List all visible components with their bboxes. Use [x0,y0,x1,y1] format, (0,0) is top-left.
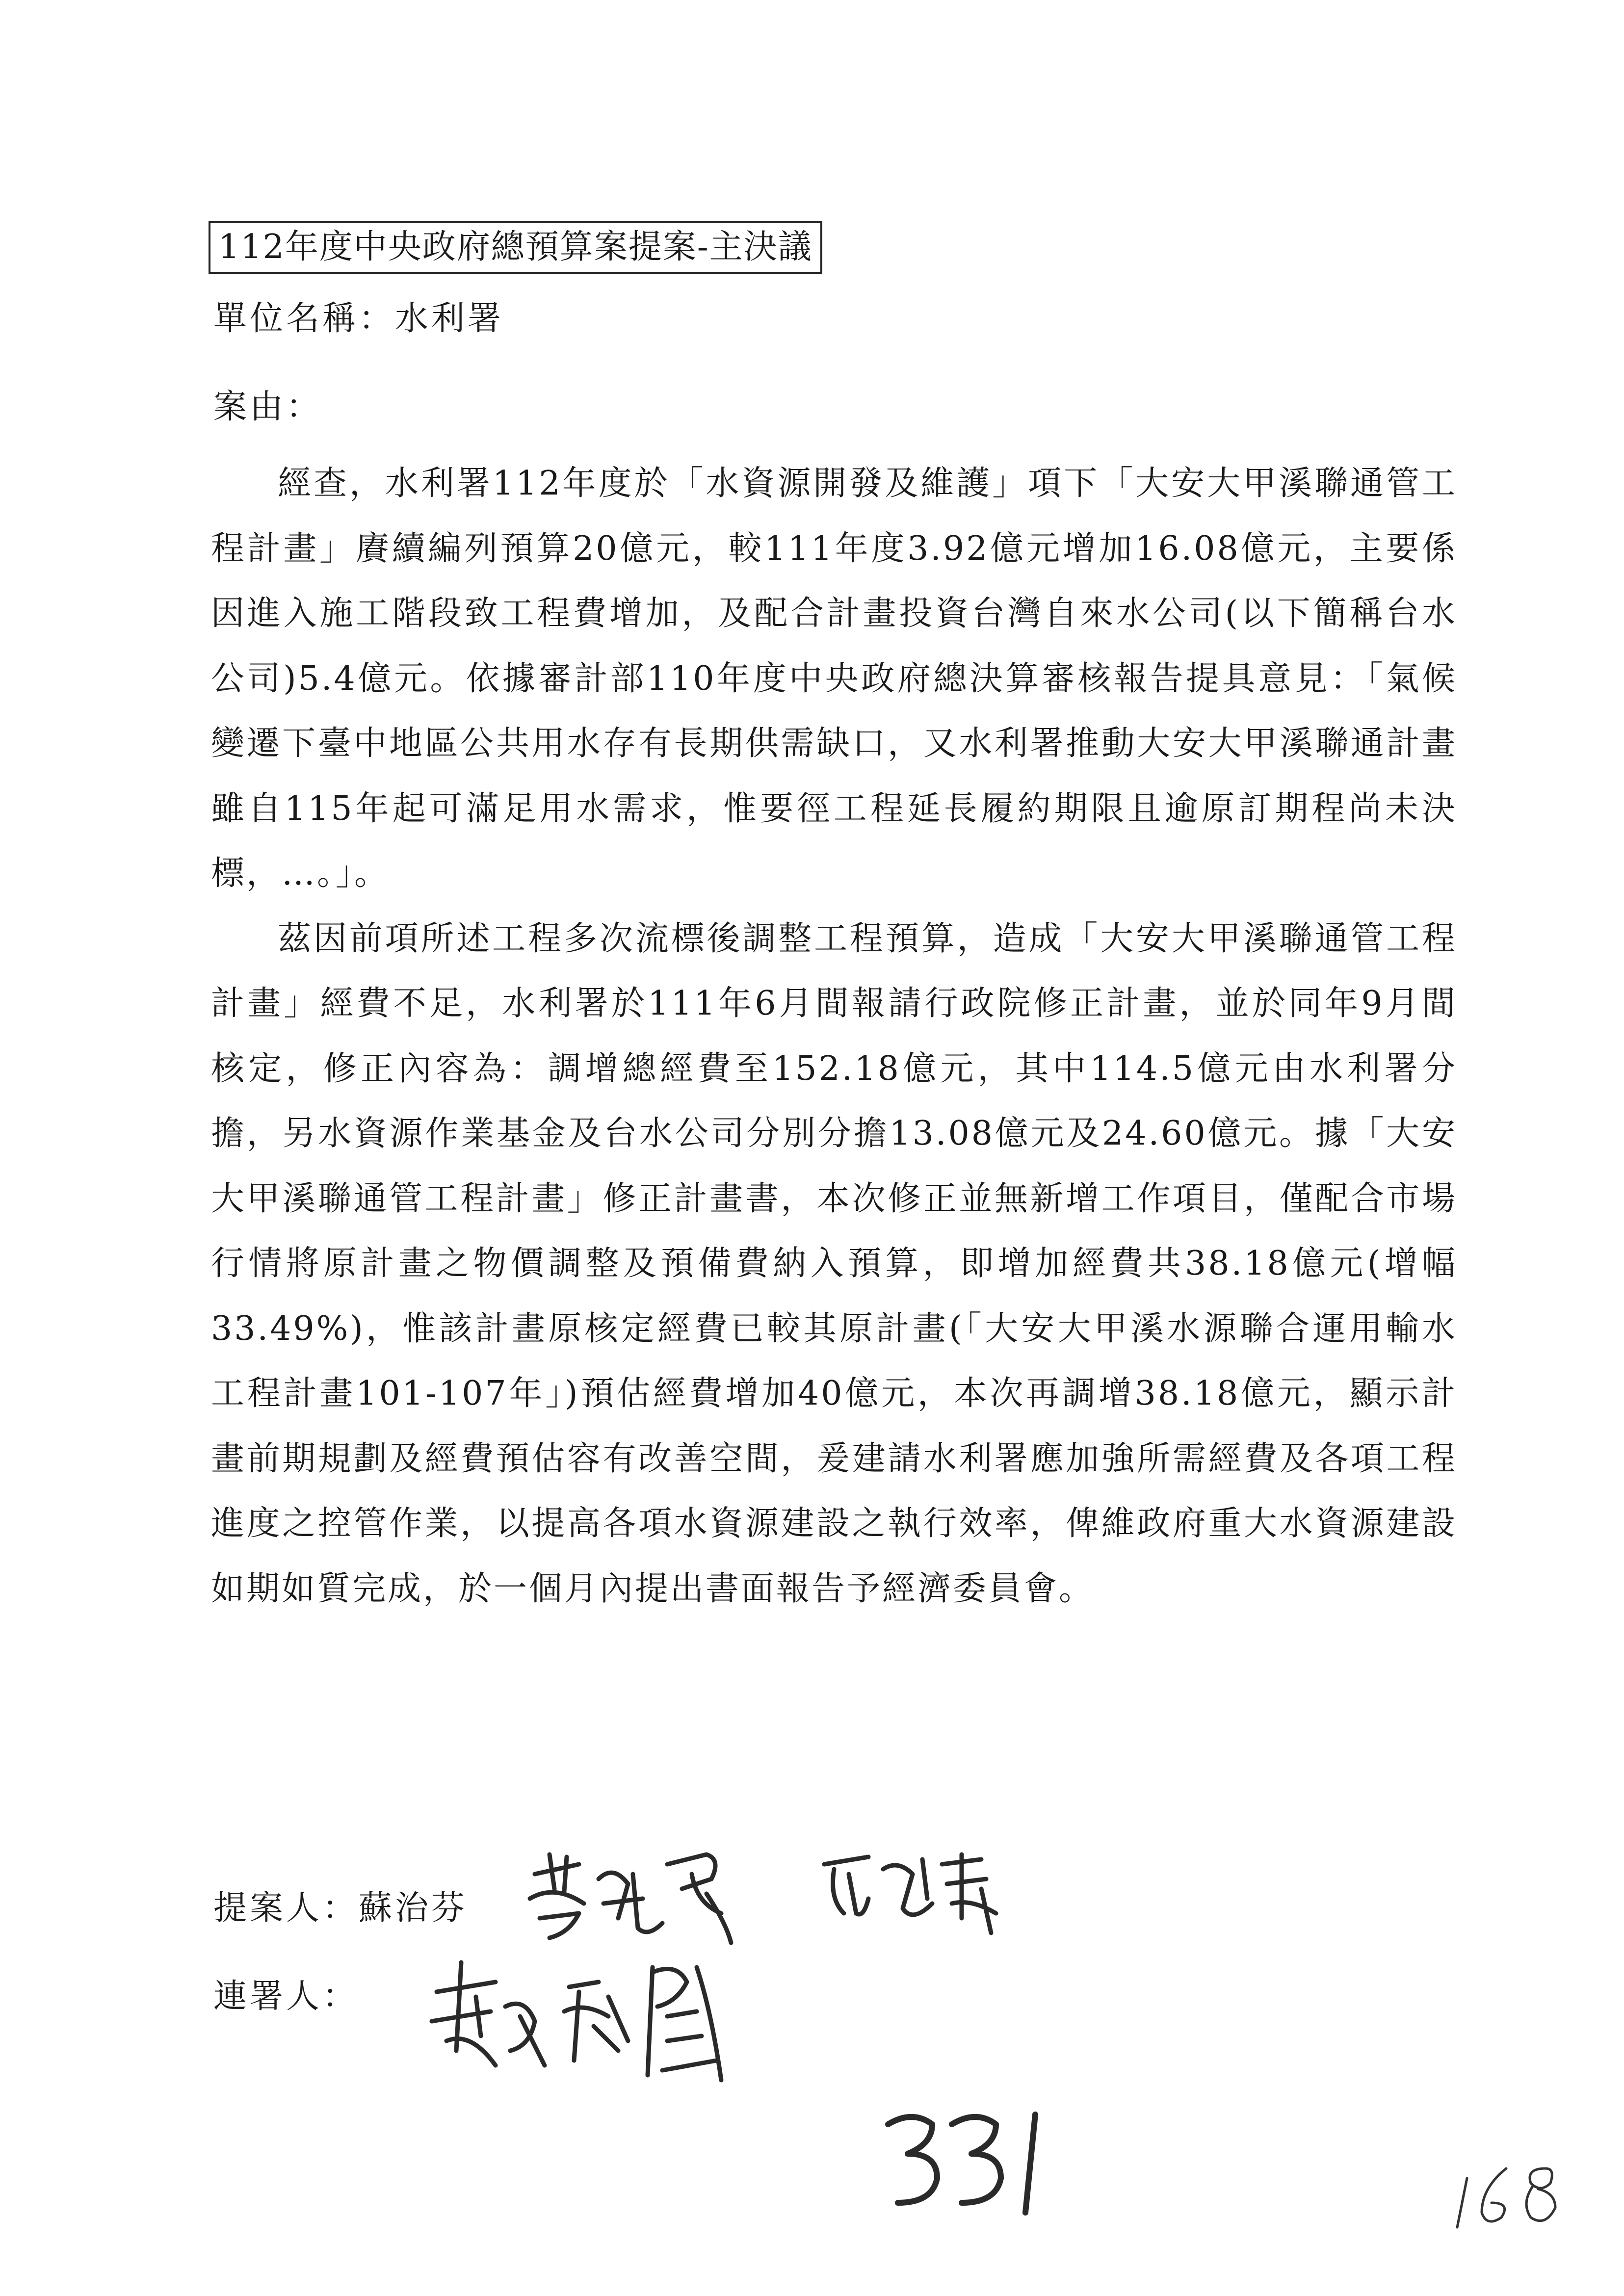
handwritten-signature-cosigner [422,1953,736,2090]
reason-paragraph-1: 經查，水利署112年度於「水資源開發及維護」項下「大安大甲溪聯通管工程計畫」賡續編列預算20億元，較111年度3.92億元增加16.08億元，主要係因進入施工階段致工程費增加，及配合計畫投資台灣自來水公司(以下簡稱台水公司)5.4億元。依據審計部110年度中央政府總決算審核報告提具意見：「氣候變遷下臺中地區公共用水存有長期供需缺口，又水利署推動大安大甲溪聯通計畫雖自115年起可滿足用水需求，惟要徑工程延長履約期限且逾原訂期程尚未決標，…。」。 [211,464,1457,893]
reason-body [211,451,1457,1621]
document-title: 112年度中央政府總預算案提案-主決議 [209,221,822,274]
handwritten-corner-number [1452,2154,1580,2232]
reason-paragraph-2: 茲因前項所述工程多次流標後調整工程預算，造成「大安大甲溪聯通管工程計畫」經費不足，水利署於111年6月間報請行政院修正計畫，並於同年9月間核定，修正內容為：調增總經費至152.18億元，其中114.5億元由水利署分擔，另水資源作業基金及台水公司分別分擔13.08億元及24.60億元。據「大安大甲溪聯通管工程計畫」修正計畫書，本次修正並無新增工作項目，僅配合市場行情將原計畫之物價調整及預備費納入預算，即增加經費共38.18億元(增幅33.49%)，惟該計畫原核定經費已較其原計畫(「大安大甲溪水源聯合運用輸水工程計畫101-107年」)預估經費增加40億元，本次再調增38.18億元，顯示計畫前期規劃及經費預估容有改善空間，爰建請水利署應加強所需經費及各項工程進度之控管作業，以提高各項水資源建設之執行效率，俾維政府重大水資源建設如期如質完成，於一個月內提出書面報告予經濟委員會。 [211,919,1457,1608]
handwritten-signature-2 [814,1840,1011,1938]
unit-name-line: 單位名稱：水利署 [213,299,504,338]
handwritten-signature-proposer [520,1845,746,1953]
handwritten-page-number [878,2105,1055,2222]
proposer-line: 提案人：蘇治芬 [213,1889,468,1928]
reason-label: 案由： [213,388,323,426]
cosigner-label: 連署人： [213,1977,359,2016]
